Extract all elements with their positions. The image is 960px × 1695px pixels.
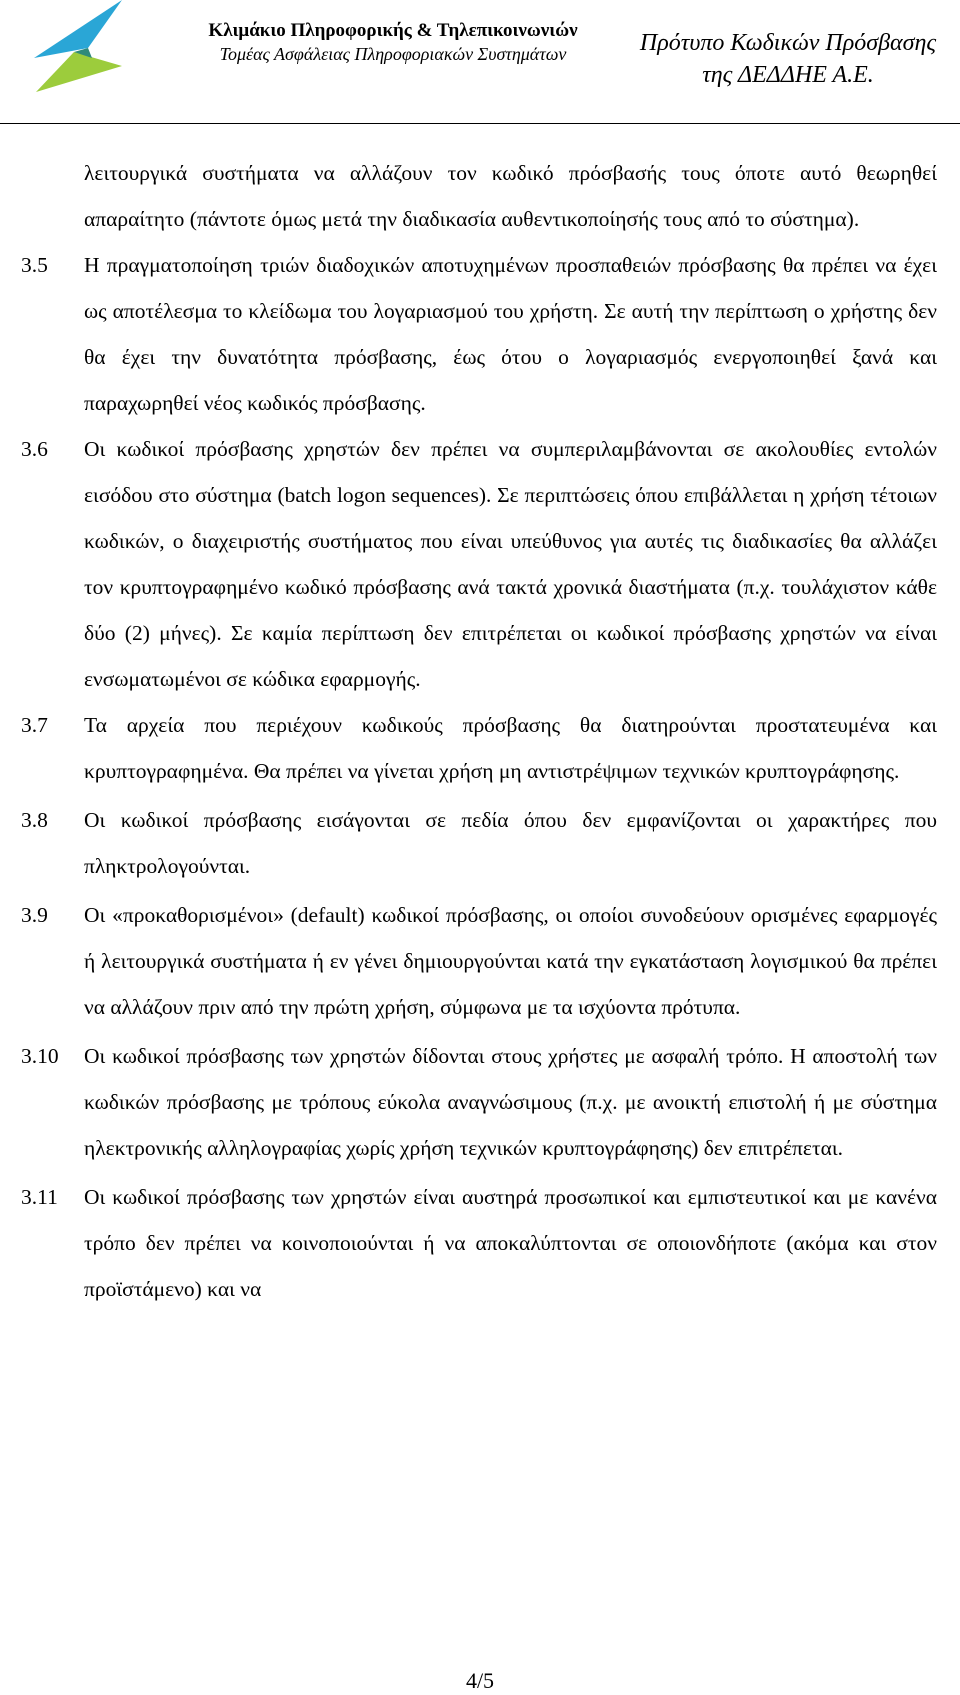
clause-text: Οι κωδικοί πρόσβασης των χρηστών δίδονται στους χρήστες με ασφαλή τρόπο. Η αποστολή των κωδικών πρόσβασης με τρόπους εύκολα αναγνώσιμους (π.χ. με ανοικτή επιστολή ή με σύστημα ηλεκτρονικής αλληλογραφίας χωρίς χρήση τεχνικών κρυπτογράφησης) δεν επιτρέπεται. — [84, 1044, 937, 1160]
clause-3-10 — [0, 1033, 960, 1171]
clause-number: 3.7 — [21, 713, 48, 737]
clause-text: Οι κωδικοί πρόσβασης των χρηστών είναι αυστηρά προσωπικοί και εμπιστευτικοί και με κανένα τρόπο δεν πρέπει να κοινοποιούνται ή να αποκαλύπτονται σε οποιονδήποτε (ακόμα και στον προϊστάμενο) και να — [84, 1185, 937, 1301]
clause-3-7 — [0, 702, 960, 794]
clause-3-11 — [0, 1174, 960, 1312]
clause-text: Τα αρχεία που περιέχουν κωδικούς πρόσβασης θα διατηρούνται προστατευμένα και κρυπτογραφημένα. Θα πρέπει να γίνεται χρήση μη αντιστρέψιμων τεχνικών κρυπτογράφησης. — [84, 713, 937, 783]
page-header — [0, 0, 960, 124]
page-number: 4/5 — [465, 1668, 495, 1693]
clause-number: 3.5 — [21, 253, 48, 277]
clause-text: Οι κωδικοί πρόσβασης εισάγονται σε πεδία όπου δεν εμφανίζονται οι χαρακτήρες που πληκτρολογούνται. — [84, 808, 937, 878]
document-title-line-2: της ΔΕΔΔΗΕ Α.Ε. — [702, 62, 874, 88]
document-title-line-1: Πρότυπο Κωδικών Πρόσβασης — [639, 30, 937, 56]
organization-logo — [30, 0, 136, 92]
clause-number: 3.10 — [21, 1044, 59, 1068]
organization-sector: Τομέας Ασφάλειας Πληροφοριακών Συστημάτων — [219, 44, 567, 64]
clause-3-5 — [0, 242, 960, 426]
organization-block — [168, 20, 618, 66]
document-body — [0, 150, 960, 1312]
clause-text: Οι κωδικοί πρόσβασης χρηστών δεν πρέπει να συμπεριλαμβάνονται σε ακολουθίες εντολών εισόδου στο σύστημα (batch logon sequences). Σε περιπτώσεις όπου επιβάλλεται η χρήση τέτοιων κωδικών, ο διαχειριστής συστήματος που είναι υπεύθυνος για αυτές τις διαδικασίες θα αλλάζει τον κρυπτογραφημένο κωδικό πρόσβασης ανά τακτά χρονικά διαστήματα (π.χ. τουλάχιστον κάθε δύο (2) μήνες). Σε καμία περίπτωση δεν επιτρέπεται οι κωδικοί πρόσβασης χρηστών να είναι ενσωματωμένοι σε κώδικα εφαρμογής. — [84, 437, 937, 691]
clause-number: 3.6 — [21, 437, 48, 461]
intro-text: λειτουργικά συστήματα να αλλάζουν τον κωδικό πρόσβασής τους όποτε αυτό θεωρηθεί απαραίτητο (πάντοτε όμως μετά την διαδικασία αυθεντικοποίησής τους από το σύστημα). — [84, 161, 937, 231]
clause-3-9 — [0, 892, 960, 1030]
clause-3-8 — [0, 797, 960, 889]
document-title — [620, 27, 956, 91]
clause-text: Η πραγματοποίηση τριών διαδοχικών αποτυχημένων προσπαθειών πρόσβασης θα πρέπει να έχει ως αποτέλεσμα το κλείδωμα του λογαριασμού του χρήστη. Σε αυτή την περίπτωση ο χρήστης δεν θα έχει την δυνατότητα πρόσβασης, έως ότου ο λογαριασμός ενεργοποιηθεί ξανά και παραχωρηθεί νέος κωδικός πρόσβασης. — [84, 253, 937, 415]
logo-green-shape — [36, 52, 122, 92]
clause-number: 3.8 — [21, 808, 48, 832]
clause-number: 3.11 — [21, 1185, 58, 1209]
clause-3-6 — [0, 426, 960, 702]
header-divider — [0, 123, 960, 124]
organization-name: Κλιμάκιο Πληροφορικής & Τηλεπικοινωνιών — [208, 20, 578, 41]
logo-blue-shape — [34, 0, 122, 58]
intro-paragraph — [0, 150, 960, 242]
clause-text: Οι «προκαθορισμένοι» (default) κωδικοί πρόσβασης, οι οποίοι συνοδεύουν ορισμένες εφαρμογές ή λειτουργικά συστήματα ή εν γένει δημιουργούνται κατά την εγκατάσταση λογισμικού θα πρέπει να αλλάζουν πριν από την πρώτη χρήση, σύμφωνα με τα ισχύοντα πρότυπα. — [84, 903, 937, 1019]
clause-number: 3.9 — [21, 903, 48, 927]
